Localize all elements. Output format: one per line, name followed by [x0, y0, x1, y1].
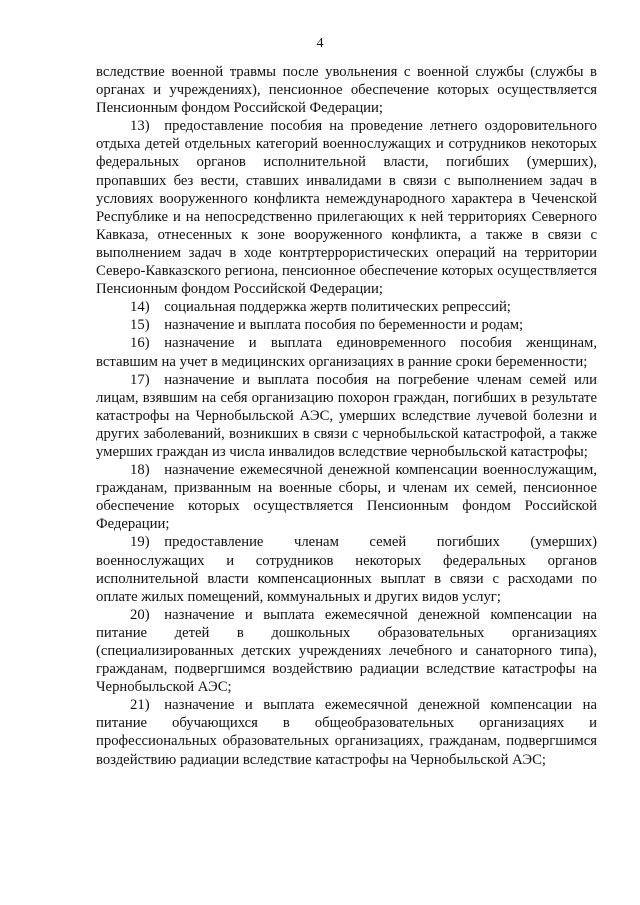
list-item-14: 14) социальная поддержка жертв политических репрессий;: [130, 299, 511, 316]
list-item-13: 13) предоставление пособия на проведение летнего оздоровительного отдыха детей отдельных категорий военнослужащих и сотрудников некоторых федеральных органов исполнительной власти, погибших (умерших), пропавших без вести, ставших инвалидами в связи с выполнением задач в условиях вооруженного конфликта немеждународного характера в Чеченской Республике и на непосредственно прилегающих к ней территориях Северного Кавказа, отнесенных к зоне вооруженного конфликта, а также в связи с выполнением задач в ходе контртеррористических операций на территории Северо-Кавказского региона, пенсионное обеспечение которых осуществляется Пенсионным фондом Российской Федерации;: [96, 118, 597, 298]
list-item-21: 21) назначение и выплата ежемесячной денежной компенсации на питание обучающихся в общеобразовательных организациях и профессиональных образовательных организациях, гражданам, подвергшимся воздействию радиации вследствие катастрофы на Чернобыльской АЭС;: [96, 697, 597, 768]
document-body: [96, 63, 597, 769]
list-item-19: 19) предоставление членам семей погибших (умерших) военнослужащих и сотрудников некоторых федеральных органов исполнительной власти компенсационных выплат в связи с расходами по оплате жилых помещений, коммунальных и других видов услуг;: [96, 534, 597, 605]
page-number: 4: [316, 36, 324, 51]
list-item-20: 20) назначение и выплата ежемесячной денежной компенсации на питание детей в дошкольных образовательных организациях (специализированных детских учреждениях лечебного и санаторного типа), гражданам, подвергшимся воздействию радиации вследствие катастрофы на Чернобыльской АЭС;: [96, 606, 597, 696]
list-item-17: 17) назначение и выплата пособия на погребение членам семей или лицам, взявшим на себя организацию похорон граждан, погибших в результате катастрофы на Чернобыльской АЭС, умерших вследствие лучевой болезни и других заболеваний, возникших в связи с чернобыльской катастрофой, а также умерших граждан из числа инвалидов вследствие чернобыльской катастрофы;: [96, 371, 597, 460]
list-item-15: 15) назначение и выплата пособия по беременности и родам;: [130, 317, 524, 334]
list-item-18: 18) назначение ежемесячной денежной компенсации военнослужащим, гражданам, призванным на военные сборы, и членам их семей, пенсионное обеспечение которых осуществляется Пенсионным фондом Российской Федерации;: [96, 462, 597, 533]
paragraph-continuation: вследствие военной травмы после увольнения с военной службы (службы в органах и учреждениях), пенсионное обеспечение которых осуществляется Пенсионным фондом Российской Федерации;: [96, 64, 597, 117]
list-item-16: 16) назначение и выплата единовременного пособия женщинам, вставшим на учет в медицинских организациях в ранние сроки беременности;: [96, 335, 597, 370]
